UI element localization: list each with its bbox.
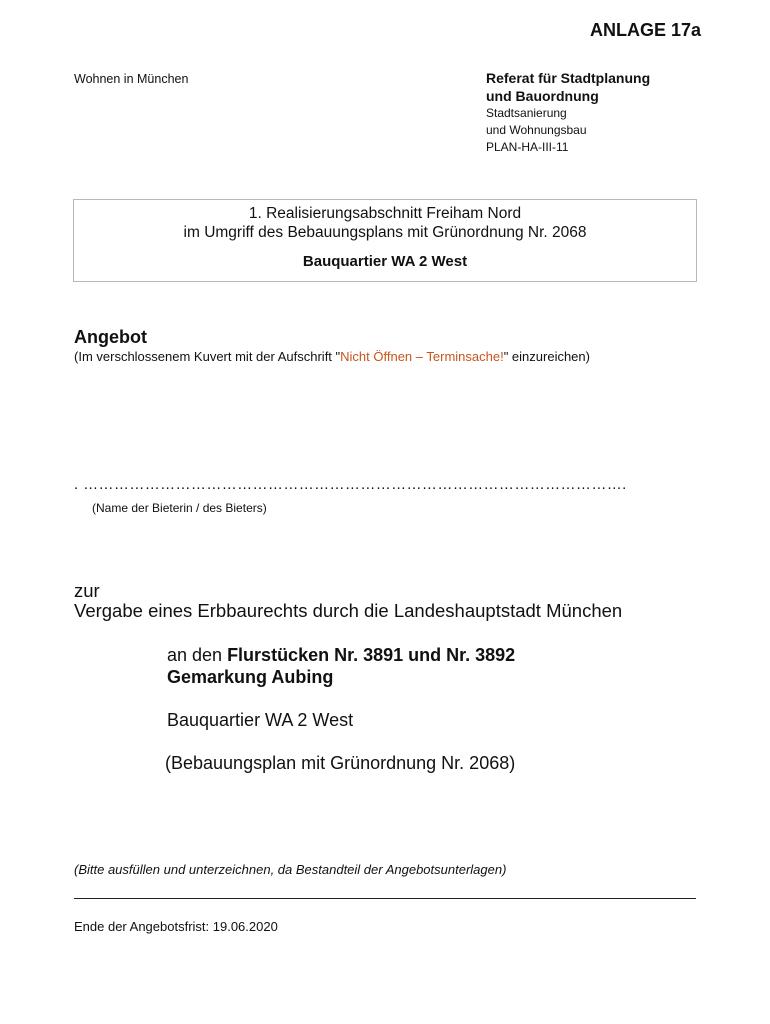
reference-code: PLAN-HA-III-11 bbox=[486, 140, 569, 154]
bidder-name-caption: (Name der Bieterin / des Bieters) bbox=[92, 501, 267, 515]
project-line-2: im Umgriff des Bebauungsplans mit Grünordnung Nr. 2068 bbox=[183, 224, 587, 241]
offer-instruction-suffix: " einzureichen) bbox=[503, 349, 590, 364]
quarter-line: Bauquartier WA 2 West bbox=[167, 710, 354, 730]
bidder-name-field[interactable]: . ……………………………………………………………………………………………. bbox=[74, 476, 627, 493]
department-block bbox=[486, 69, 650, 156]
plan-line: (Bebauungsplan mit Grünordnung Nr. 2068) bbox=[165, 753, 516, 773]
purpose-vergabe: Vergabe eines Erbbaurechts durch die Landeshauptstadt München bbox=[74, 600, 623, 621]
department-line-2: und Bauordnung bbox=[486, 88, 599, 104]
project-quarter: Bauquartier WA 2 West bbox=[302, 253, 468, 270]
offer-title: Angebot bbox=[74, 327, 147, 347]
department-line-1: Referat für Stadtplanung bbox=[486, 70, 651, 86]
purpose-zur: zur bbox=[74, 580, 100, 601]
offer-instruction-highlight: Nicht Öffnen – Terminsache! bbox=[340, 349, 504, 364]
gemarkung: Gemarkung Aubing bbox=[167, 667, 334, 687]
fill-instruction: (Bitte ausfüllen und unterzeichnen, da Bestandteil der Angebotsunterlagen) bbox=[74, 862, 507, 877]
offer-deadline: Ende der Angebotsfrist: 19.06.2020 bbox=[74, 919, 278, 934]
project-line-1: 1. Realisierungsabschnitt Freiham Nord bbox=[248, 205, 522, 222]
signature-line bbox=[74, 898, 696, 899]
parcel-line bbox=[167, 645, 515, 666]
offer-instruction-prefix: (Im verschlossenem Kuvert mit der Aufschrift " bbox=[74, 349, 341, 364]
header-left-title: Wohnen in München bbox=[74, 72, 189, 86]
subdepartment-line-1: Stadtsanierung bbox=[486, 106, 567, 120]
subdepartment-line-2: und Wohnungsbau bbox=[486, 123, 587, 137]
offer-instruction bbox=[74, 349, 590, 364]
annex-label: ANLAGE 17a bbox=[590, 20, 702, 40]
parcel-prefix: an den bbox=[167, 645, 228, 665]
project-box bbox=[73, 199, 697, 282]
parcel-numbers: Flurstücken Nr. 3891 und Nr. 3892 bbox=[227, 645, 516, 665]
